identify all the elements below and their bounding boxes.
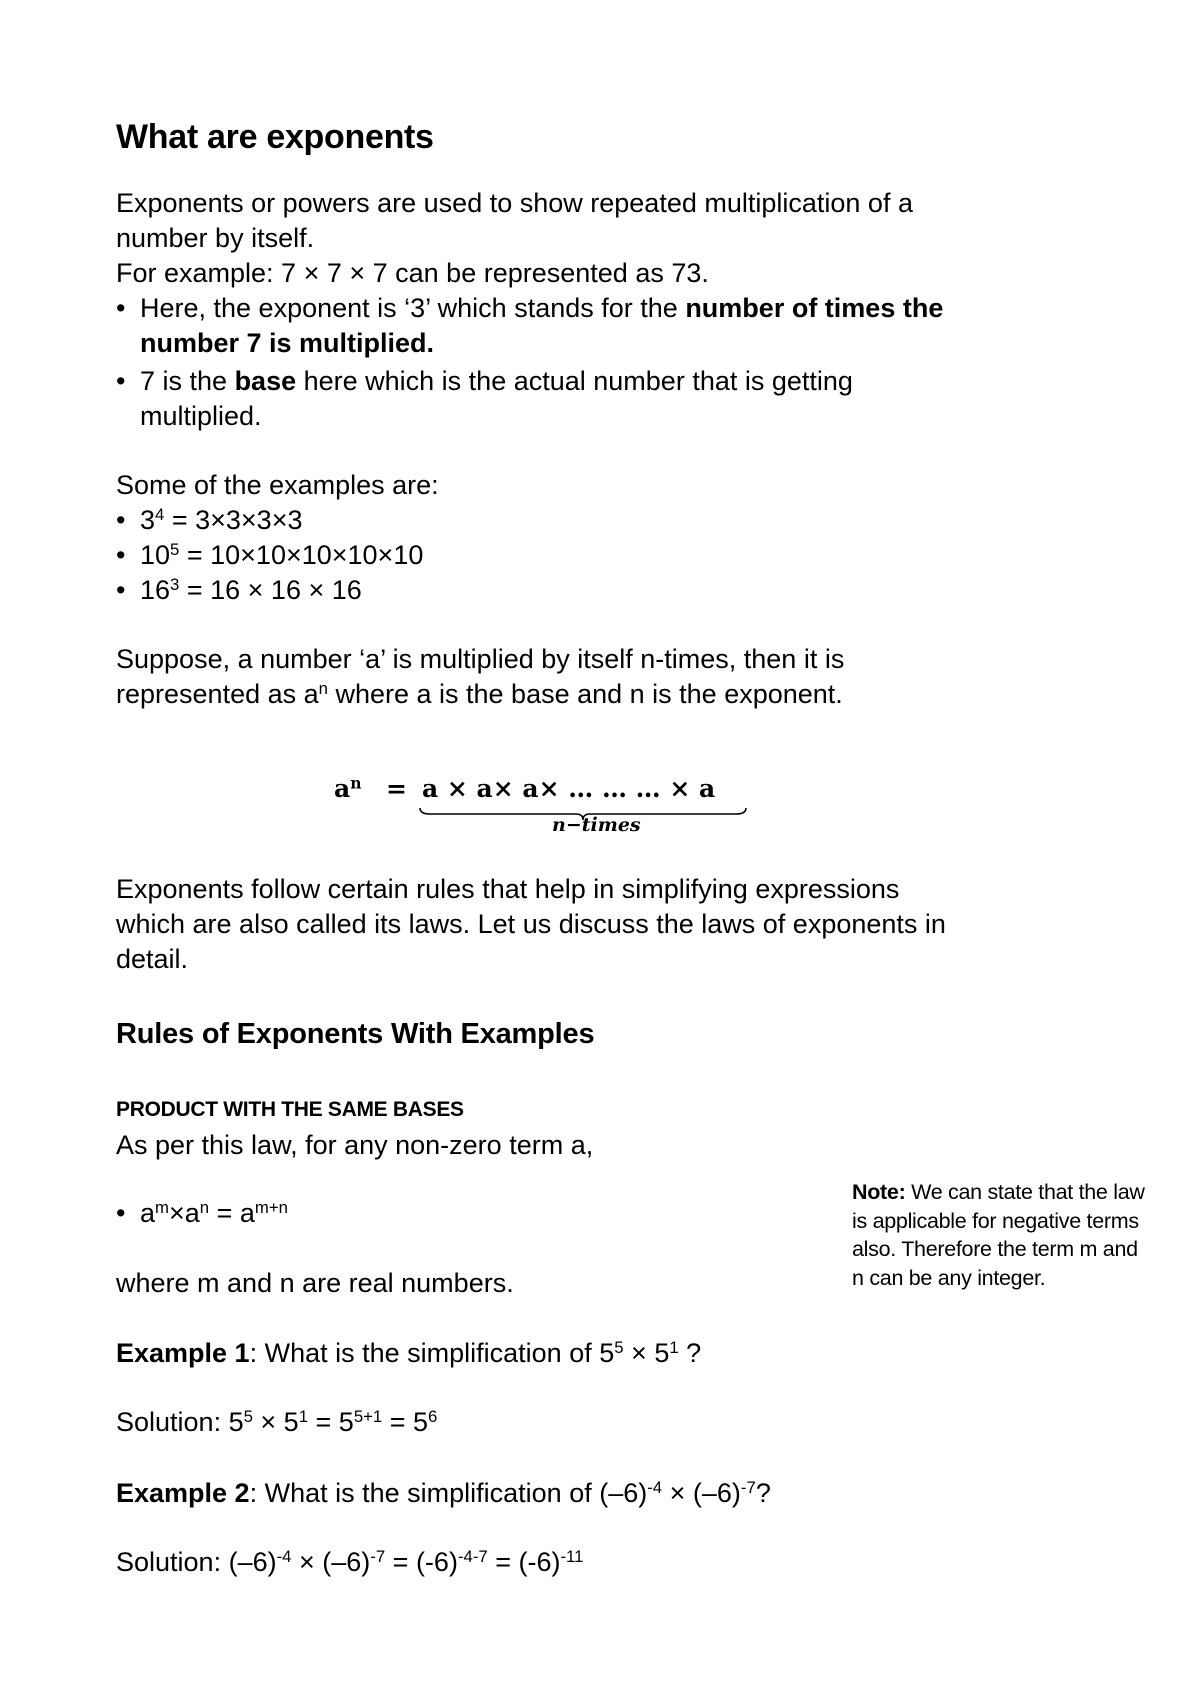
solution-exponent: -7 [370, 1546, 386, 1566]
law-exponent: m [155, 1197, 169, 1217]
bullet-text: here which is the actual number that is getting [296, 366, 853, 396]
question-text: × (–6) [662, 1478, 741, 1508]
solution-text: = (-6) [385, 1547, 458, 1577]
note-text: is applicable for negative terms [852, 1208, 1139, 1233]
bullet-dot: • [116, 540, 126, 570]
example-base: 3 [140, 505, 156, 535]
intro-line: Exponents or powers are used to show repeated multiplication of a [116, 188, 913, 218]
example-expansion: = 16 × 16 × 16 [179, 575, 362, 605]
example-1-question [116, 1336, 701, 1371]
law-term: ×a [168, 1198, 200, 1228]
solution-exponent: 5 [243, 1406, 253, 1426]
solution-text: = 5 [308, 1407, 354, 1437]
question-exponent: -4 [647, 1477, 663, 1497]
bullet-exponent [116, 291, 944, 361]
question-exponent: -7 [740, 1477, 756, 1497]
example-item [116, 538, 424, 573]
suppose-line: where a is the base and n is the exponent. [327, 679, 843, 709]
example-label: Example 1 [116, 1338, 250, 1368]
bullet-dot: • [116, 293, 126, 323]
bullet-base [116, 364, 853, 434]
law-formula [116, 1196, 288, 1231]
example-line: For example: 7 × 7 × 7 can be represented as 73. [116, 258, 709, 288]
example-2-question [116, 1476, 771, 1511]
bullet-dot: • [116, 1198, 126, 1228]
bullet-bold-text: base [234, 366, 297, 396]
bullet-dot: • [116, 575, 126, 605]
where-line: where m and n are real numbers. [116, 1268, 514, 1298]
example-label: Example 2 [116, 1478, 250, 1508]
solution-text: × 5 [252, 1407, 299, 1437]
solution-text: = 5 [382, 1407, 428, 1437]
bullet-dot: • [116, 505, 126, 535]
note-text: We can state that the law [905, 1180, 1145, 1204]
solution-exponent: 1 [298, 1406, 309, 1426]
question-text: : What is the simplification of 5 [249, 1338, 615, 1368]
bullet-bold-text: number of times the [685, 293, 944, 323]
rules-line: detail. [116, 944, 189, 974]
example-2-solution [116, 1545, 583, 1580]
example-1-solution [116, 1405, 437, 1440]
formula-lhs: $a^n$ [334, 773, 362, 803]
law-exponent: n [199, 1197, 210, 1217]
example-item [116, 573, 362, 608]
intro-paragraph [116, 186, 913, 291]
suppose-line: represented as a [116, 679, 319, 709]
question-text: ? [678, 1338, 702, 1368]
example-exponent: 5 [170, 539, 180, 559]
formula-rhs: a × a× a× … … … × a [422, 774, 716, 803]
solution-text: × (–6) [291, 1547, 371, 1577]
rules-line: Exponents follow certain rules that help in simplifying expressions [116, 874, 900, 904]
question-text: : What is the simplification of (–6) [249, 1478, 648, 1508]
law-intro: As per this law, for any non-zero term a, [116, 1130, 594, 1160]
solution-exponent: -4-7 [457, 1546, 488, 1566]
formula-equals: = [386, 774, 407, 803]
example-expansion: = 10×10×10×10×10 [179, 540, 424, 570]
rule-subheading: PRODUCT WITH THE SAME BASES [116, 1098, 464, 1121]
bullet-text: multiplied. [140, 401, 262, 431]
example-expansion: = 3×3×3×3 [164, 505, 303, 535]
solution-exponent: -11 [560, 1546, 584, 1566]
solution-text: = (-6) [487, 1547, 561, 1577]
question-exponent: 1 [669, 1337, 679, 1357]
suppose-line: Suppose, a number ‘a’ is multiplied by itself n-times, then it is [116, 644, 845, 674]
example-base: 16 [140, 575, 171, 605]
bullet-bold-text: number 7 is multiplied. [140, 328, 435, 358]
law-term: a [140, 1198, 156, 1228]
example-exponent: 4 [155, 504, 165, 524]
bullet-dot: • [116, 366, 126, 396]
side-note [852, 1178, 1192, 1292]
question-exponent: 5 [614, 1337, 624, 1357]
note-text: n can be any integer. [852, 1265, 1046, 1290]
solution-text: Solution: (–6) [116, 1547, 277, 1577]
law-exponent: m+n [254, 1197, 288, 1217]
rules-paragraph [116, 872, 946, 977]
solution-exponent: 6 [428, 1406, 438, 1426]
note-text: also. Therefore the term m and [852, 1237, 1138, 1261]
law-term: = a [209, 1198, 255, 1228]
example-item [116, 503, 303, 538]
suppose-paragraph [116, 642, 844, 712]
example-exponent: 3 [170, 574, 180, 594]
question-text: × 5 [623, 1338, 670, 1368]
solution-exponent: -4 [276, 1546, 292, 1566]
question-text: ? [755, 1478, 771, 1508]
bullet-text: 7 is the [140, 366, 235, 396]
section-title-exponents: What are exponents [116, 118, 434, 156]
solution-exponent: 5+1 [353, 1406, 383, 1426]
formula-under-label: n−times [552, 814, 641, 836]
solution-text: Solution: 5 [116, 1407, 244, 1437]
formula-image [330, 770, 750, 840]
section-title-rules: Rules of Exponents With Examples [116, 1018, 595, 1050]
rules-line: which are also called its laws. Let us discuss the laws of exponents in [116, 909, 946, 939]
suppose-exponent: n [318, 678, 328, 698]
intro-line: number by itself. [116, 223, 315, 253]
example-base: 10 [140, 540, 171, 570]
note-label: Note: [852, 1180, 906, 1204]
examples-intro: Some of the examples are: [116, 470, 439, 500]
bullet-text: Here, the exponent is ‘3’ which stands for the [140, 293, 686, 323]
